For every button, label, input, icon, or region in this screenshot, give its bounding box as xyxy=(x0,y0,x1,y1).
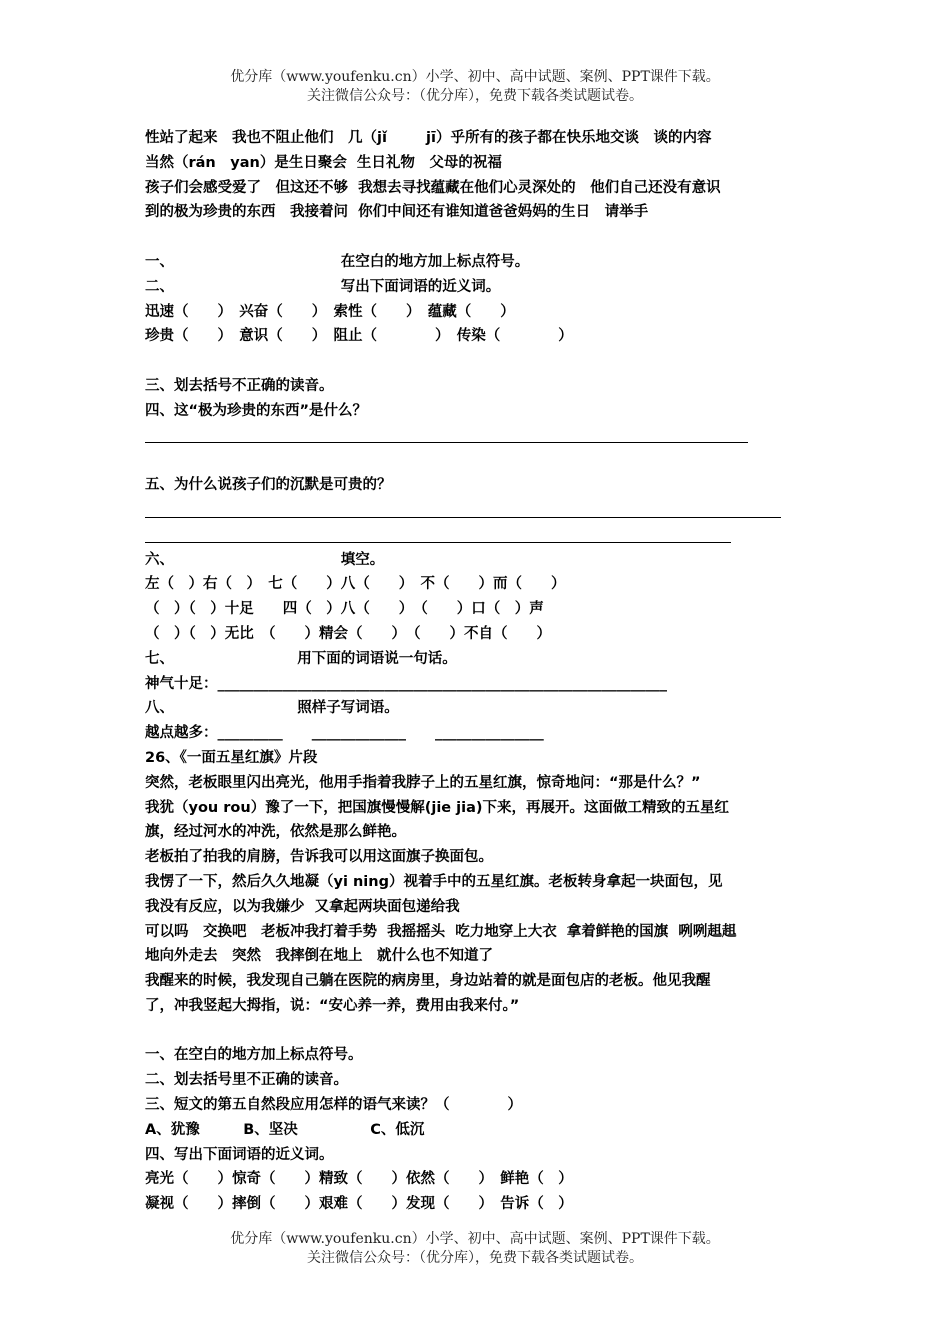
text-line: A、犹豫 B、坚决 C、低沉 xyxy=(145,1121,425,1138)
text-line: 七、 用下面的词语说一句话。 xyxy=(145,650,457,667)
text-line: 神气十足：______________________________________________________________ xyxy=(145,675,667,692)
text-line: 四、写出下面词语的近义词。 xyxy=(145,1146,334,1163)
blank-line xyxy=(145,1019,810,1044)
header-line-2: 关注微信公众号：（优分库），免费下载各类试题试卷。 xyxy=(307,88,643,104)
text-line: （ ）（ ）十足 四（ ）八（ ） （ ）口（ ）声 xyxy=(145,601,544,618)
text-line: 我愣了一下，然后久久地凝（yi ning）视着手中的五星红旗。老板转身拿起一块面包，见 xyxy=(145,873,723,890)
answer-line xyxy=(145,424,810,449)
text-line: 我没有反应，以为我嫌少 又拿起两块面包递给我 xyxy=(145,898,460,915)
text-line: 一、在空白的地方加上标点符号。 xyxy=(145,1047,363,1064)
text-line: 凝视（ ）摔倒（ ）艰难（ ）发现（ ） 告诉（ ） xyxy=(145,1196,573,1213)
text-line: 五、为什么说孩子们的沉默是可贵的？ xyxy=(145,477,392,494)
text-line: 到的极为珍贵的东西 我接着问 你们中间还有谁知道爸爸妈妈的生日 请举手 xyxy=(145,204,649,221)
text-line: 突然，老板眼里闪出亮光，他用手指着我脖子上的五星红旗，惊奇地问：“那是什么？” xyxy=(145,774,701,791)
text-line: 旗，经过河水的冲洗，依然是那么鲜艳。 xyxy=(145,824,406,841)
text-line: 六、 填空。 xyxy=(145,551,385,568)
footer-line-2: 关注微信公众号：（优分库），免费下载各类试题试卷。 xyxy=(307,1250,643,1266)
text-line: 四、这“极为珍贵的东西”是什么？ xyxy=(145,402,368,419)
text-line: 老板拍了拍我的肩膀，告诉我可以用这面旗子换面包。 xyxy=(145,849,493,866)
text-line: 我犹（you rou）豫了一下，把国旗慢慢解(jie jia)下来，再展开。这面做工精致的五星红 xyxy=(145,799,730,816)
text-line: 珍贵（ ） 意识（ ） 阻止（ ） 传染（ ） xyxy=(145,328,573,345)
text-line: 孩子们会感受爱了 但这还不够 我想去寻找蕴藏在他们心灵深处的 他们自己还没有意识 xyxy=(145,179,721,196)
header-line-1: 优分库（www.youfenku.cn）小学、初中、高中试题、案例、PPT课件下载。 xyxy=(230,69,720,85)
text-line: 二、划去括号里不正确的读音。 xyxy=(145,1072,348,1089)
text-line: （ ）（ ）无比 （ ）精会（ ） （ ）不自（ ） xyxy=(145,625,551,642)
text-line: 地向外走去 突然 我摔倒在地上 就什么也不知道了 xyxy=(145,948,493,965)
blank-line xyxy=(145,349,810,374)
text-line: 可以吗 交换吧 老板冲我打着手势 我摇摇头 吃力地穿上大衣 拿着鲜艳的国旗 咧咧趄趄 xyxy=(145,923,737,940)
text-line: 26、《一面五星红旗》片段 xyxy=(145,749,318,766)
text-line: 越点越多：_________ _____________ _______________ xyxy=(145,725,544,742)
answer-line xyxy=(145,523,810,548)
text-line: 亮光（ ）惊奇（ ）精致（ ）依然（ ） 鲜艳（ ） xyxy=(145,1171,573,1188)
page-footer xyxy=(0,1230,950,1268)
text-line: 当然（rán yan）是生日聚会 生日礼物 父母的祝福 xyxy=(145,154,502,171)
text-line: 我醒来的时候，我发现自己躺在医院的病房里，身边站着的就是面包店的老板。他见我醒 xyxy=(145,973,711,990)
footer-line-1: 优分库（www.youfenku.cn）小学、初中、高中试题、案例、PPT课件下载。 xyxy=(230,1231,720,1247)
blank-line xyxy=(145,448,810,473)
answer-line xyxy=(145,498,810,523)
text-line: 一、 在空白的地方加上标点符号。 xyxy=(145,253,530,270)
text-line: 迅速（ ） 兴奋（ ） 索性（ ） 蕴藏（ ） xyxy=(145,303,515,320)
text-line: 二、 写出下面词语的近义词。 xyxy=(145,278,501,295)
document-body xyxy=(145,126,810,1217)
text-line: 三、短文的第五自然段应用怎样的语气来读？（ ） xyxy=(145,1097,522,1114)
page-header xyxy=(0,68,950,106)
text-line: 左（ ）右（ ） 七（ ）八（ ） 不（ ）而（ ） xyxy=(145,576,566,593)
text-line: 八、 照样子写词语。 xyxy=(145,700,399,717)
text-line: 了，冲我竖起大拇指，说：“安心养一养，费用由我来付。” xyxy=(145,997,520,1014)
text-line: 三、划去括号不正确的读音。 xyxy=(145,377,334,394)
text-line: 性站了起来 我也不阻止他们 几（jǐ jī）乎所有的孩子都在快乐地交谈 谈的内容 xyxy=(145,130,712,146)
blank-line xyxy=(145,225,810,250)
